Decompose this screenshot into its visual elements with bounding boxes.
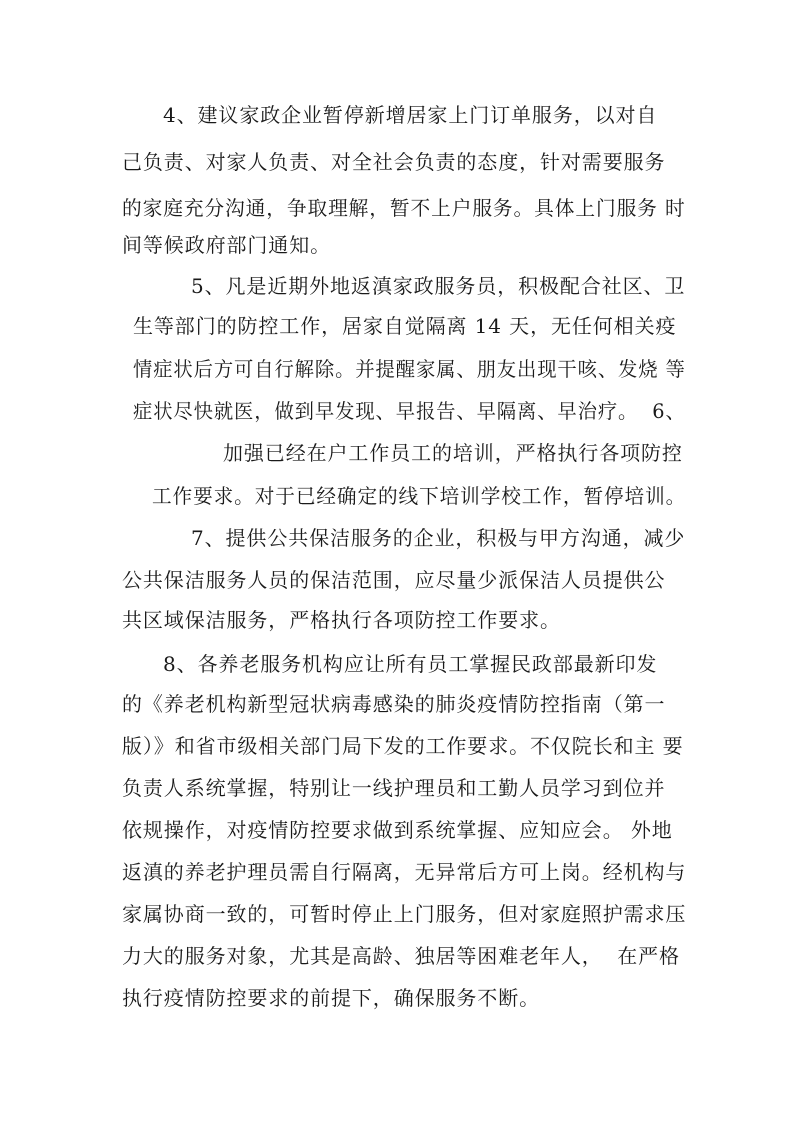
text-line: 情症状后方可自行解除。并提醒家属、朋友出现干咳、发烧 等 [133,357,686,381]
text-line: 工作要求。对于已经确定的线下培训学校工作，暂停培训。 [152,484,687,508]
text-line: 负责人系统掌握，特别让一线护理员和工勤人员学习到位并 [122,776,666,800]
text-line: 8、各养老服务机构应让所有员工掌握民政部最新印发 [163,652,658,676]
text-line: 共区域保洁服务，严格执行各项防控工作要求。 [122,608,561,632]
text-line: 的《养老机构新型冠状病毒感染的肺炎疫情防控指南（第一 [122,692,666,716]
text-line: 的家庭充分沟通，争取理解，暂不上户服务。具体上门服务 时 [122,196,686,220]
text-line: 公共保洁服务人员的保洁范围，应尽量少派保洁人员提供公 [122,568,666,592]
text-line: 加强已经在户工作员工的培训，严格执行各项防控 [223,441,683,465]
text-line: 4、建议家政企业暂停新增居家上门订单服务，以对自 [163,103,658,127]
text-line: 返滇的养老护理员需自行隔离，无异常后方可上岗。经机构与 [122,860,687,884]
text-line: 间等候政府部门通知。 [122,233,331,257]
text-line: 5、凡是近期外地返滇家政服务员，积极配合社区、卫 [191,274,686,298]
text-line: 症状尽快就医，做到早发现、早报告、早隔离、早治疗。 6、 [133,399,686,423]
text-line: 家属协商一致的，可暂时停止上门服务，但对家庭照护需求压 [122,902,687,926]
text-line: 己负责、对家人负责、对全社会负责的态度，针对需要服务 [122,150,666,174]
text-line: 执行疫情防控要求的前提下，确保服务不断。 [122,986,540,1010]
text-line: 版）》和省市级相关部门局下发的工作要求。不仅院长和主 要 [122,734,684,758]
text-line: 力大的服务对象，尤其是高龄、独居等困难老年人， 在严格 [122,944,680,968]
text-line: 依规操作，对疫情防控要求做到系统掌握、应知应会。 外地 [122,818,673,842]
text-line: 7、提供公共保洁服务的企业，积极与甲方沟通，减少 [191,526,686,550]
text-line: 生等部门的防控工作，居家自觉隔离 14 天，无任何相关疫 [133,314,677,338]
